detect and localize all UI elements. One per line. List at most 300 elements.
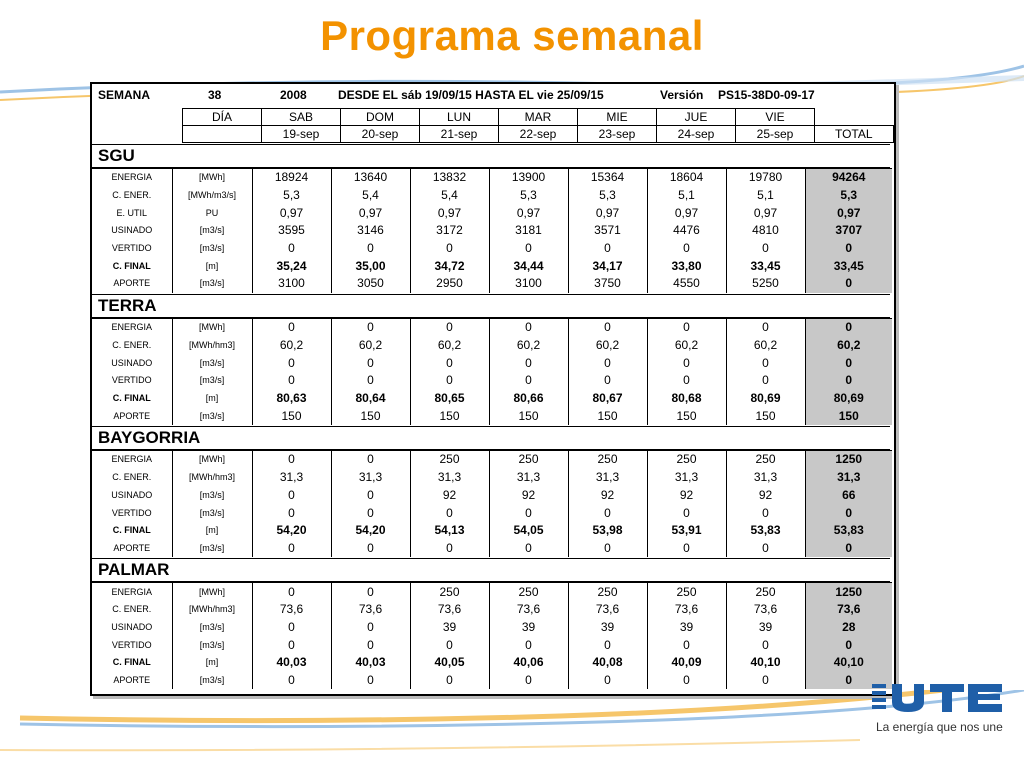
decorative-swoosh-bottom [0, 690, 1024, 768]
section-table [92, 582, 892, 689]
table-row [92, 240, 892, 258]
cell-value: 39 [647, 619, 726, 637]
table-row [92, 451, 892, 469]
cell-value: 0 [568, 504, 647, 522]
cell-value: 5,3 [489, 187, 568, 205]
row-unit: [m3/s] [172, 222, 252, 240]
cell-value: 250 [568, 583, 647, 601]
cell-value: 250 [489, 583, 568, 601]
row-total: 0 [805, 354, 892, 372]
row-unit: [MWh] [172, 451, 252, 469]
cell-value: 40,09 [647, 654, 726, 672]
cell-value: 5,4 [410, 187, 489, 205]
cell-value: 0 [647, 372, 726, 390]
day-date: 19-sep [262, 126, 341, 143]
cell-value: 40,10 [726, 654, 805, 672]
cell-value: 0,97 [568, 204, 647, 222]
row-label: APORTE [92, 540, 172, 558]
table-row [92, 486, 892, 504]
cell-value: 0 [726, 504, 805, 522]
cell-value: 31,3 [489, 469, 568, 487]
cell-value: 0 [410, 372, 489, 390]
cell-value: 150 [568, 407, 647, 425]
row-total: 28 [805, 619, 892, 637]
cell-value: 150 [331, 407, 410, 425]
day-name: SAB [262, 109, 341, 126]
cell-value: 5,3 [568, 187, 647, 205]
cell-value: 92 [568, 486, 647, 504]
row-total: 66 [805, 486, 892, 504]
row-label: C. ENER. [92, 187, 172, 205]
cell-value: 0 [410, 672, 489, 690]
row-label: C. FINAL [92, 522, 172, 540]
row-unit: [m] [172, 257, 252, 275]
cell-value: 3172 [410, 222, 489, 240]
header-row [92, 84, 894, 106]
cell-value: 34,44 [489, 257, 568, 275]
cell-value: 31,3 [331, 469, 410, 487]
table-row [92, 204, 892, 222]
cell-value: 73,6 [489, 601, 568, 619]
cell-value: 0 [726, 319, 805, 337]
cell-value: 73,6 [410, 601, 489, 619]
row-total: 1250 [805, 451, 892, 469]
cell-value: 54,13 [410, 522, 489, 540]
cell-value: 250 [726, 583, 805, 601]
row-label: C. ENER. [92, 337, 172, 355]
version-value: PS15-38D0-09-17 [718, 88, 815, 102]
cell-value: 80,65 [410, 390, 489, 408]
cell-value: 0 [726, 240, 805, 258]
row-unit: PU [172, 204, 252, 222]
row-total: 0 [805, 672, 892, 690]
cell-value: 39 [568, 619, 647, 637]
cell-value: 0 [647, 354, 726, 372]
cell-value: 5250 [726, 275, 805, 293]
row-label: USINADO [92, 222, 172, 240]
section-header [92, 558, 890, 582]
day-date: 22-sep [499, 126, 578, 143]
cell-value: 0 [568, 372, 647, 390]
cell-value: 0 [647, 240, 726, 258]
cell-value: 60,2 [647, 337, 726, 355]
day-name: JUE [657, 109, 736, 126]
section-table [92, 318, 892, 425]
cell-value: 40,06 [489, 654, 568, 672]
cell-value: 0,97 [331, 204, 410, 222]
cell-value: 40,03 [331, 654, 410, 672]
row-total: 33,45 [805, 257, 892, 275]
cell-value: 0 [568, 319, 647, 337]
row-label: USINADO [92, 354, 172, 372]
row-unit: [MWh] [172, 169, 252, 187]
row-total: 0 [805, 319, 892, 337]
cell-value: 250 [568, 451, 647, 469]
table-row [92, 601, 892, 619]
row-unit: [m3/s] [172, 619, 252, 637]
cell-value: 31,3 [647, 469, 726, 487]
cell-value: 4550 [647, 275, 726, 293]
day-names-row [183, 109, 894, 126]
row-total: 0 [805, 240, 892, 258]
cell-value: 13900 [489, 169, 568, 187]
cell-value: 0,97 [489, 204, 568, 222]
cell-value: 80,64 [331, 390, 410, 408]
row-total: 0 [805, 504, 892, 522]
row-total: 0 [805, 636, 892, 654]
cell-value: 0,97 [647, 204, 726, 222]
row-unit: [m3/s] [172, 275, 252, 293]
cell-value: 19780 [726, 169, 805, 187]
row-unit: [MWh/hm3] [172, 601, 252, 619]
row-total: 0 [805, 540, 892, 558]
cell-value: 0 [331, 319, 410, 337]
row-total: 31,3 [805, 469, 892, 487]
cell-value: 4476 [647, 222, 726, 240]
cell-value: 33,80 [647, 257, 726, 275]
cell-value: 80,66 [489, 390, 568, 408]
cell-value: 5,1 [726, 187, 805, 205]
total-header: TOTAL [815, 126, 894, 143]
table-row [92, 583, 892, 601]
cell-value: 0 [410, 636, 489, 654]
section-header [92, 426, 890, 450]
day-dates-row [183, 126, 894, 143]
table-row [92, 337, 892, 355]
cell-value: 15364 [568, 169, 647, 187]
row-label: VERTIDO [92, 504, 172, 522]
cell-value: 5,1 [647, 187, 726, 205]
row-label: VERTIDO [92, 636, 172, 654]
cell-value: 92 [410, 486, 489, 504]
cell-value: 40,08 [568, 654, 647, 672]
cell-value: 0 [568, 240, 647, 258]
day-name: DOM [341, 109, 420, 126]
table-row [92, 390, 892, 408]
cell-value: 0 [252, 583, 331, 601]
cell-value: 0 [647, 540, 726, 558]
cell-value: 0 [331, 354, 410, 372]
cell-value: 80,69 [726, 390, 805, 408]
cell-value: 31,3 [726, 469, 805, 487]
cell-value: 60,2 [252, 337, 331, 355]
table-row [92, 222, 892, 240]
cell-value: 0,97 [726, 204, 805, 222]
table-row [92, 257, 892, 275]
cell-value: 80,67 [568, 390, 647, 408]
row-label: C. ENER. [92, 601, 172, 619]
cell-value: 3750 [568, 275, 647, 293]
cell-value: 0 [410, 504, 489, 522]
year-value: 2008 [280, 88, 307, 102]
cell-value: 0 [489, 240, 568, 258]
table-row [92, 619, 892, 637]
semana-value: 38 [208, 88, 222, 102]
cell-value: 0 [489, 354, 568, 372]
row-unit: [m] [172, 390, 252, 408]
day-date: 24-sep [657, 126, 736, 143]
cell-value: 60,2 [410, 337, 489, 355]
cell-value: 60,2 [568, 337, 647, 355]
cell-value: 34,17 [568, 257, 647, 275]
cell-value: 0 [252, 319, 331, 337]
table-row [92, 636, 892, 654]
row-total: 0,97 [805, 204, 892, 222]
cell-value: 39 [410, 619, 489, 637]
row-unit: [m] [172, 654, 252, 672]
row-unit: [m] [172, 522, 252, 540]
row-label: ENERGIA [92, 169, 172, 187]
cell-value: 60,2 [489, 337, 568, 355]
section-header [92, 294, 890, 318]
cell-value: 73,6 [647, 601, 726, 619]
cell-value: 33,45 [726, 257, 805, 275]
cell-value: 0 [647, 636, 726, 654]
row-unit: [m3/s] [172, 486, 252, 504]
row-label: C. FINAL [92, 654, 172, 672]
cell-value: 0 [489, 372, 568, 390]
row-total: 1250 [805, 583, 892, 601]
page-title: Programa semanal [320, 12, 704, 59]
table-row [92, 504, 892, 522]
cell-value: 0,97 [252, 204, 331, 222]
cell-value: 5,3 [252, 187, 331, 205]
cell-value: 5,4 [331, 187, 410, 205]
cell-value: 0 [568, 354, 647, 372]
cell-value: 31,3 [568, 469, 647, 487]
day-name: VIE [736, 109, 815, 126]
day-date: 25-sep [736, 126, 815, 143]
cell-value: 150 [726, 407, 805, 425]
row-unit: [m3/s] [172, 240, 252, 258]
cell-value: 0 [410, 319, 489, 337]
cell-value: 73,6 [331, 601, 410, 619]
cell-value: 0 [647, 504, 726, 522]
cell-value: 0 [489, 319, 568, 337]
dia-label: DÍA [183, 109, 262, 126]
table-row [92, 169, 892, 187]
cell-value: 39 [726, 619, 805, 637]
cell-value: 54,05 [489, 522, 568, 540]
row-unit: [MWh/hm3] [172, 337, 252, 355]
cell-value: 3181 [489, 222, 568, 240]
section-title: BAYGORRIA [98, 428, 201, 448]
cell-value: 0 [568, 636, 647, 654]
section-title: SGU [98, 146, 135, 165]
cell-value: 0 [647, 319, 726, 337]
row-label: APORTE [92, 407, 172, 425]
section-title: TERRA [98, 295, 157, 315]
cell-value: 250 [647, 451, 726, 469]
cell-value: 0 [331, 451, 410, 469]
cell-value: 73,6 [252, 601, 331, 619]
cell-value: 40,05 [410, 654, 489, 672]
date-range: DESDE EL sáb 19/09/15 HASTA EL vie 25/09/15 [338, 88, 604, 102]
row-unit: [m3/s] [172, 672, 252, 690]
cell-value: 0 [568, 540, 647, 558]
table-row [92, 319, 892, 337]
cell-value: 3595 [252, 222, 331, 240]
section-title: PALMAR [98, 560, 170, 580]
cell-value: 53,83 [726, 522, 805, 540]
cell-value: 0 [489, 672, 568, 690]
day-date: 23-sep [578, 126, 657, 143]
table-row [92, 540, 892, 558]
cell-value: 13640 [331, 169, 410, 187]
cell-value: 250 [410, 451, 489, 469]
row-unit: [m3/s] [172, 540, 252, 558]
section-header [92, 144, 890, 168]
row-label: E. UTIL [92, 204, 172, 222]
cell-value: 92 [647, 486, 726, 504]
cell-value: 34,72 [410, 257, 489, 275]
row-label: USINADO [92, 486, 172, 504]
cell-value: 3146 [331, 222, 410, 240]
cell-value: 2950 [410, 275, 489, 293]
row-label: VERTIDO [92, 372, 172, 390]
row-total: 5,3 [805, 187, 892, 205]
cell-value: 0 [252, 372, 331, 390]
cell-value: 0 [252, 636, 331, 654]
row-total: 150 [805, 407, 892, 425]
row-total: 53,83 [805, 522, 892, 540]
row-unit: [MWh/m3/s] [172, 187, 252, 205]
cell-value: 73,6 [568, 601, 647, 619]
cell-value: 250 [410, 583, 489, 601]
cell-value: 31,3 [252, 469, 331, 487]
table-row [92, 672, 892, 690]
cell-value: 0 [252, 354, 331, 372]
row-unit: [MWh] [172, 583, 252, 601]
row-total: 80,69 [805, 390, 892, 408]
cell-value: 0 [331, 619, 410, 637]
cell-value: 150 [489, 407, 568, 425]
cell-value: 92 [489, 486, 568, 504]
row-unit: [m3/s] [172, 407, 252, 425]
cell-value: 18924 [252, 169, 331, 187]
cell-value: 60,2 [726, 337, 805, 355]
cell-value: 0 [410, 354, 489, 372]
day-name: MAR [499, 109, 578, 126]
cell-value: 0 [331, 372, 410, 390]
row-label: APORTE [92, 275, 172, 293]
cell-value: 0 [647, 672, 726, 690]
row-label: ENERGIA [92, 451, 172, 469]
version-label: Versión [660, 88, 704, 102]
row-label: USINADO [92, 619, 172, 637]
row-unit: [MWh] [172, 319, 252, 337]
cell-value: 3100 [489, 275, 568, 293]
row-total: 0 [805, 372, 892, 390]
cell-value: 0 [252, 619, 331, 637]
cell-value: 0 [726, 540, 805, 558]
day-name: MIE [578, 109, 657, 126]
row-total: 0 [805, 275, 892, 293]
row-total: 40,10 [805, 654, 892, 672]
cell-value: 0 [252, 451, 331, 469]
cell-value: 250 [647, 583, 726, 601]
table-row [92, 275, 892, 293]
cell-value: 60,2 [331, 337, 410, 355]
day-header-grid [182, 108, 894, 143]
cell-value: 73,6 [726, 601, 805, 619]
cell-value: 0 [331, 486, 410, 504]
cell-value: 0 [726, 354, 805, 372]
cell-value: 0 [331, 583, 410, 601]
table-row [92, 469, 892, 487]
row-total: 73,6 [805, 601, 892, 619]
cell-value: 250 [726, 451, 805, 469]
cell-value: 92 [726, 486, 805, 504]
row-unit: [m3/s] [172, 372, 252, 390]
table-row [92, 522, 892, 540]
row-total: 3707 [805, 222, 892, 240]
cell-value: 0 [331, 540, 410, 558]
cell-value: 150 [647, 407, 726, 425]
cell-value: 53,91 [647, 522, 726, 540]
cell-value: 0 [331, 504, 410, 522]
cell-value: 0 [726, 372, 805, 390]
cell-value: 0 [252, 540, 331, 558]
semana-label: SEMANA [98, 88, 151, 102]
cell-value: 0 [489, 540, 568, 558]
cell-value: 150 [252, 407, 331, 425]
cell-value: 150 [410, 407, 489, 425]
table-row [92, 654, 892, 672]
cell-value: 18604 [647, 169, 726, 187]
cell-value: 0,97 [410, 204, 489, 222]
row-unit: [m3/s] [172, 504, 252, 522]
cell-value: 0 [331, 672, 410, 690]
row-label: APORTE [92, 672, 172, 690]
row-total: 60,2 [805, 337, 892, 355]
cell-value: 0 [410, 240, 489, 258]
section-table [92, 450, 892, 557]
cell-value: 0 [568, 672, 647, 690]
day-name: LUN [420, 109, 499, 126]
cell-value: 54,20 [252, 522, 331, 540]
table-row [92, 187, 892, 205]
cell-value: 0 [252, 486, 331, 504]
cell-value: 0 [489, 504, 568, 522]
cell-value: 39 [489, 619, 568, 637]
cell-value: 80,63 [252, 390, 331, 408]
cell-value: 0 [726, 636, 805, 654]
cell-value: 13832 [410, 169, 489, 187]
cell-value: 0 [489, 636, 568, 654]
day-date: 21-sep [420, 126, 499, 143]
row-label: ENERGIA [92, 583, 172, 601]
cell-value: 0 [331, 636, 410, 654]
cell-value: 35,00 [331, 257, 410, 275]
cell-value: 0 [410, 540, 489, 558]
table-row [92, 407, 892, 425]
table-row [92, 372, 892, 390]
cell-value: 40,03 [252, 654, 331, 672]
row-label: VERTIDO [92, 240, 172, 258]
row-unit: [m3/s] [172, 354, 252, 372]
cell-value: 3100 [252, 275, 331, 293]
cell-value: 0 [252, 240, 331, 258]
brand-slogan: La energía que nos une [876, 720, 1003, 734]
cell-value: 3050 [331, 275, 410, 293]
cell-value: 0 [252, 504, 331, 522]
row-label: C. FINAL [92, 390, 172, 408]
cell-value: 80,68 [647, 390, 726, 408]
day-date: 20-sep [341, 126, 420, 143]
cell-value: 4810 [726, 222, 805, 240]
cell-value: 35,24 [252, 257, 331, 275]
